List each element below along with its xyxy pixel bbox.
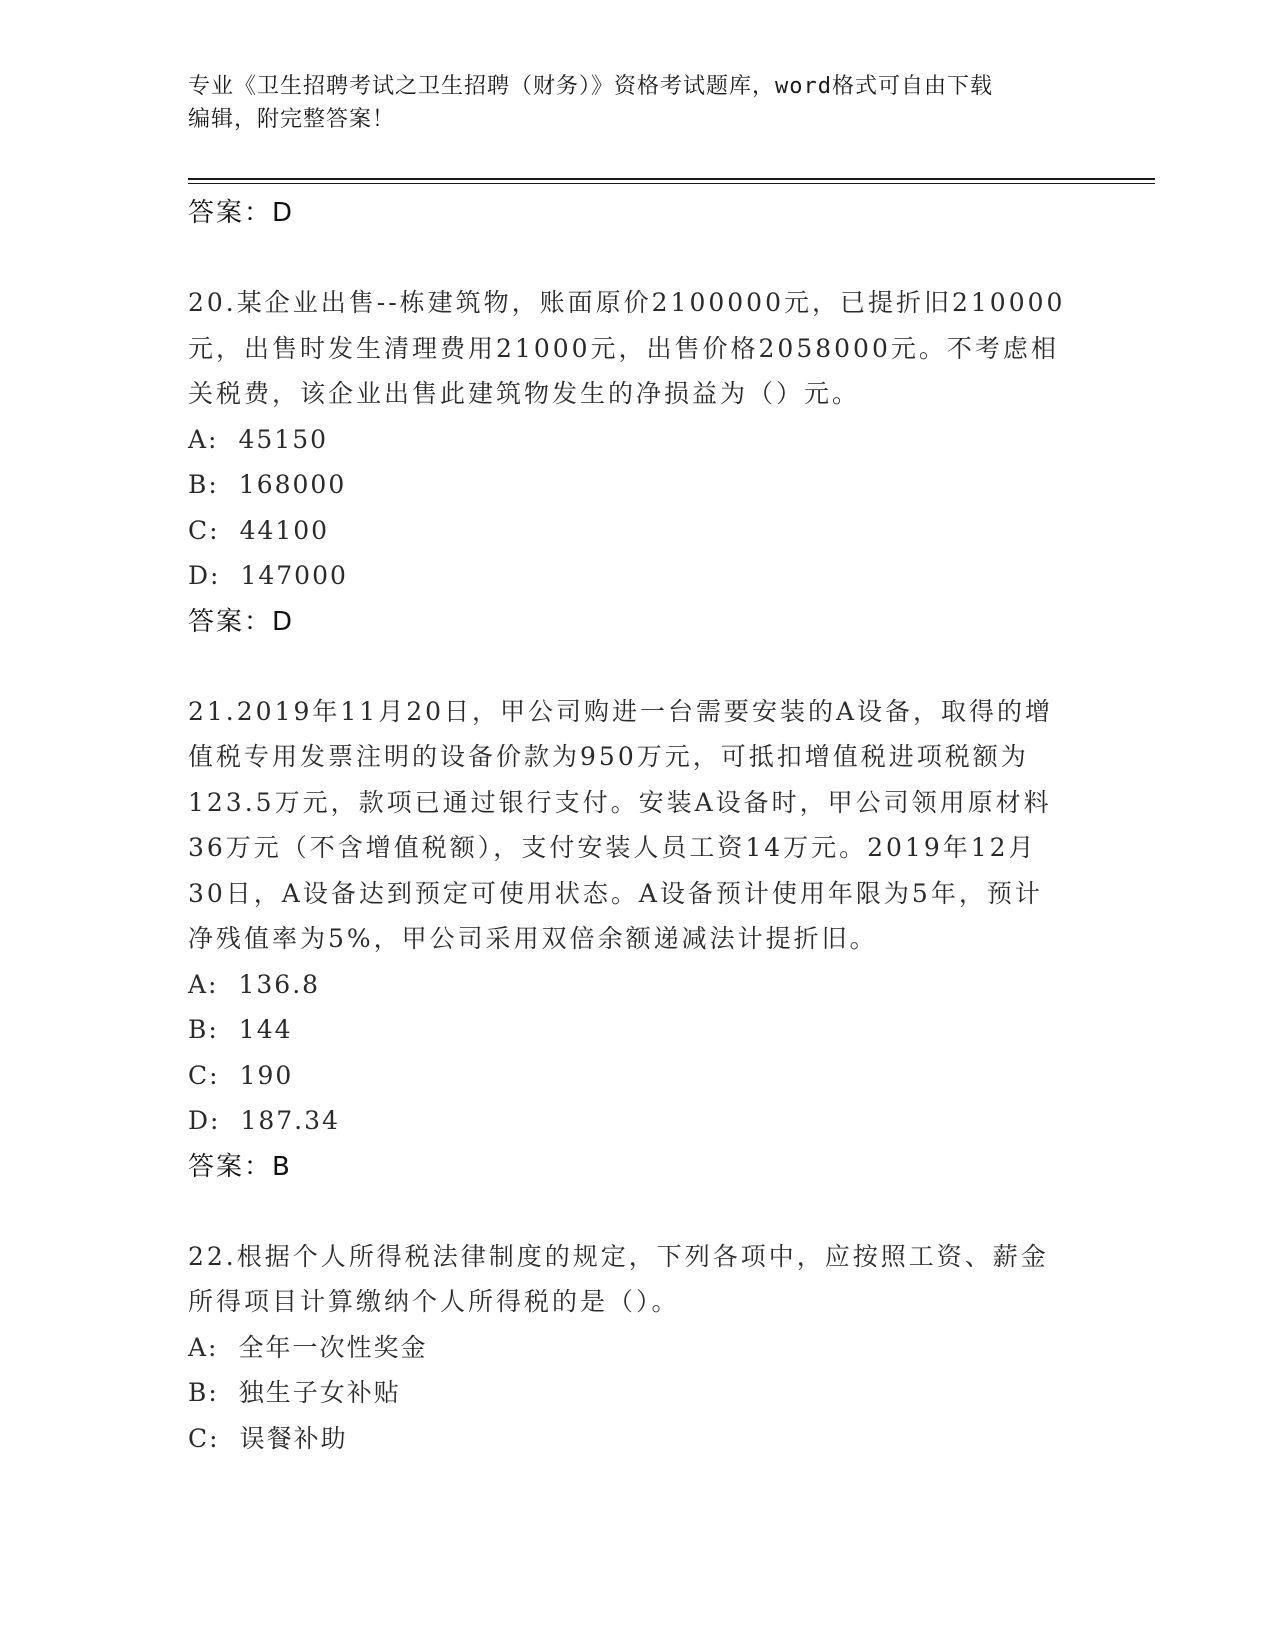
stem-line: 123.5万元，款项已通过银行支付。安装A设备时，甲公司领用原材料 [188, 787, 1052, 817]
option-c [188, 1416, 1088, 1462]
document-header [188, 70, 1078, 136]
option-text: 136.8 [238, 969, 321, 999]
question-21 [188, 689, 1088, 1190]
answer-line: 答案：D [188, 606, 295, 637]
option-a [188, 1325, 1088, 1371]
question-stem [188, 280, 1088, 417]
option-b [188, 1007, 1088, 1053]
answer-line: 答案：B [188, 1151, 292, 1182]
option-a [188, 962, 1088, 1008]
option-text: 168000 [238, 470, 347, 499]
stem-line: 值税专用发票注明的设备价款为950万元，可抵扣增值税进项税额为 [188, 742, 1029, 771]
option-text: 190 [239, 1060, 294, 1090]
option-letter: B: [188, 470, 219, 499]
option-letter: C: [188, 1060, 220, 1090]
question-stem [188, 1234, 1088, 1325]
question-22 [188, 1234, 1088, 1462]
stem-line: 元，出售时发生清理费用21000元，出售价格2058000元。不考虑相 [188, 333, 1059, 363]
header-rule-thick [188, 178, 1155, 180]
option-letter: D: [188, 1106, 221, 1135]
header-line-1: 专业《卫生招聘考试之卫生招聘（财务）》资格考试题库，word格式可自由下载 [188, 74, 993, 99]
question-stem [188, 689, 1088, 962]
document-body [188, 190, 1088, 1461]
header-rule-thin [188, 183, 1155, 184]
option-c [188, 508, 1088, 554]
question-20 [188, 280, 1088, 645]
option-letter: C: [188, 1423, 220, 1453]
stem-line: 关税费，该企业出售此建筑物发生的净损益为（）元。 [188, 379, 861, 408]
option-a [188, 417, 1088, 463]
option-b [188, 462, 1088, 508]
option-text: 44100 [239, 515, 330, 545]
header-line-2: 编辑，附完整答案！ [188, 107, 396, 132]
stem-line: 21.2019年11月20日，甲公司购进一台需要安装的A设备，取得的增 [188, 696, 1054, 726]
option-letter: D: [188, 561, 221, 590]
option-c [188, 1053, 1088, 1099]
option-d [188, 553, 1088, 599]
stem-line: 30日，A设备达到预定可使用状态。A设备预计使用年限为5年，预计 [188, 878, 1043, 908]
option-text: 独生子女补贴 [238, 1378, 401, 1407]
stem-line: 36万元（不含增值税额），支付安装人员工资14万元。2019年12月 [188, 833, 1037, 862]
option-b [188, 1370, 1088, 1416]
option-letter: A: [188, 969, 219, 999]
option-text: 全年一次性奖金 [238, 1332, 428, 1362]
option-text: 45150 [238, 424, 329, 454]
option-letter: C: [188, 515, 220, 545]
option-text: 187.34 [240, 1106, 340, 1135]
stem-line: 22.根据个人所得税法律制度的规定，下列各项中，应按照工资、薪金 [188, 1241, 1049, 1271]
stem-line: 20.某企业出售--栋建筑物，账面原价2100000元，已提折旧210000 [188, 288, 1066, 317]
option-letter: A: [188, 1332, 219, 1362]
option-letter: B: [188, 1015, 219, 1044]
stem-line: 净残值率为5%，甲公司采用双倍余额递减法计提折旧。 [188, 924, 878, 953]
option-text: 误餐补助 [239, 1423, 348, 1453]
option-text: 144 [238, 1015, 293, 1044]
option-d [188, 1098, 1088, 1144]
option-letter: A: [188, 424, 219, 454]
answer-line: 答案：D [188, 198, 295, 228]
option-letter: B: [188, 1378, 219, 1407]
stem-line: 所得项目计算缴纳个人所得税的是（）。 [188, 1287, 680, 1316]
option-text: 147000 [240, 561, 348, 590]
